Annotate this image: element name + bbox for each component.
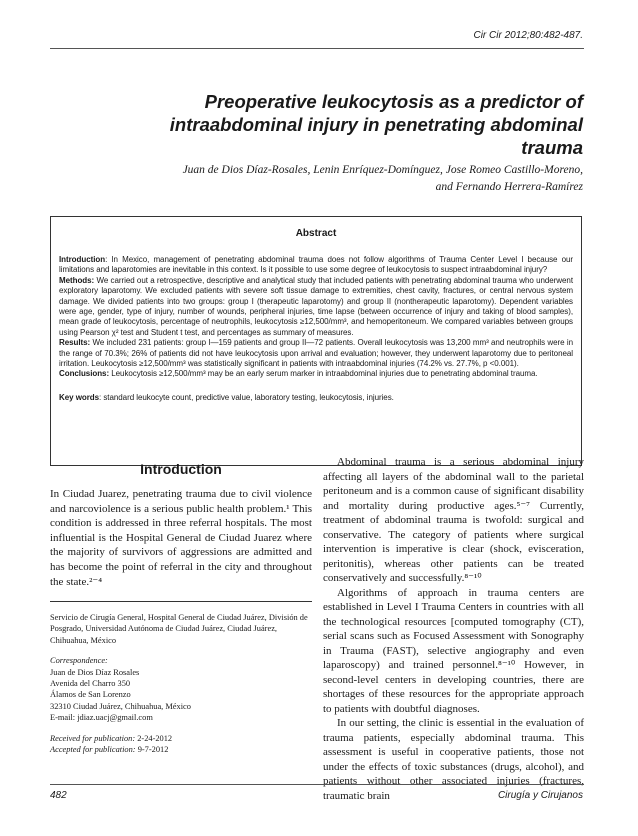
abstract-methods-label: Methods: bbox=[59, 275, 95, 285]
abstract-conclusions-label: Conclusions: bbox=[59, 369, 110, 379]
abstract-results-text: We included 231 patients: group I—159 patients and group II—72 patients. Overall leukocytosis was 13,200 mm³ and neutrophils were in the range of 70.3%; 26% of patients did not have leukocytosis upon arrival and evaluation; however, they underwent laparotomy due to peritoneal irritation. Leukocytosis ≥12,500/mm³ was statistically significant in patients with intraabdominal injuries (74.2% vs. 27.7%, p <0.001). bbox=[59, 338, 573, 369]
journal-name: Cirugía y Cirujanos bbox=[497, 790, 583, 801]
correspondence-label: Correspondence: bbox=[50, 656, 108, 666]
article-title: Preoperative leukocytosis as a predictor of intraabdominal injury in penetrating abdominal trauma bbox=[169, 91, 583, 158]
correspondence-email: E-mail: jdiaz.uacj@gmail.com bbox=[50, 713, 153, 723]
header-divider bbox=[50, 48, 584, 49]
accepted-date-line bbox=[50, 744, 312, 755]
author-line-2: and Fernando Herrera-Ramírez bbox=[435, 181, 583, 193]
abstract-box bbox=[50, 216, 582, 466]
introduction-heading: Introduction bbox=[140, 461, 222, 477]
abstract-results-label: Results: bbox=[59, 338, 91, 348]
left-column bbox=[50, 455, 312, 589]
right-column bbox=[323, 455, 584, 803]
abstract-conclusions-text: Leukocytosis ≥12,500/mm³ may be an early serum marker in intraabdominal injuries due to penetrating abdominal trauma. bbox=[109, 369, 538, 379]
correspondence-name: Juan de Dios Díaz Rosales bbox=[50, 667, 140, 677]
accepted-date: 9-7-2012 bbox=[135, 745, 169, 755]
correspondence-city: 32310 Ciudad Juárez, Chihuahua, México bbox=[50, 701, 191, 711]
abstract-conclusions bbox=[59, 369, 573, 379]
keywords-text: : standard leukocyte count, predictive value, laboratory testing, leukocytosis, injuries. bbox=[99, 392, 394, 402]
abstract-methods-text: We carried out a retrospective, descriptive and analytical study that included patients with penetrating abdominal trauma who underwent exploratory laparotomy. We excluded patients with severe soft tissue damage to extremities, chest cavity, fractures, or central nervous system damage. We divided patients into two groups: group I (therapeutic laparotomy) and group II (nontherapeutic laparotomy). Dependent variables were age, gender, type of injury, number of wounds, peripheral injuries, time lapse (between occurrence of injury and taking of blood samples), mean grade of leukocytosis, percentage of neutrophils, leukocytosis ≥12,500/mm³, and hemoperitoneum. We compared variables between groups using Pearson χ² test and Student t test, and percentages as summary of measures. bbox=[59, 275, 573, 337]
keywords-label: Key words bbox=[59, 392, 100, 402]
abstract-introduction-label: Introduction bbox=[59, 255, 106, 264]
correspondence-street: Avenida del Charro 350 bbox=[50, 679, 131, 689]
institution: Servicio de Cirugía General, Hospital General de Ciudad Juárez, División de Posgrado, Universidad Autónoma de Ciudad Juárez, Ciudad Juárez, Chihuahua, México bbox=[50, 613, 308, 645]
body-paragraph-1: Abdominal trauma is a serious abdominal injury affecting all layers of the abdominal wall to the parietal peritoneum and is a common cause of significant disability and mortality during productive ages.⁵⁻⁷ Currently, treatment of abdominal trauma is twofold: surgical and conservative. The category of patients where surgical intervention is imperative is clear (shock, evisceration, peritonitis), whereas other patients can be treated conservatively and successfully.⁸⁻¹⁰ bbox=[323, 456, 584, 584]
abstract-heading: Abstract bbox=[295, 228, 337, 239]
correspondence-district: Álamos de San Lorenzo bbox=[50, 690, 131, 700]
received-date-line bbox=[50, 733, 312, 744]
abstract-introduction-text: : In Mexico, management of penetrating abdominal trauma does not follow algorithms of Trauma Center Level I because our limitations and laparotomies are inevitable in this context. Is it possible to use some degree of leukocytosis to suspect intraabdominal injury? bbox=[59, 255, 573, 275]
received-date: 2-24-2012 bbox=[135, 733, 173, 743]
author-line-1: Juan de Dios Díaz-Rosales, Lenin Enríquez-Domínguez, Jose Romeo Castillo-Moreno, bbox=[182, 164, 583, 176]
body-paragraph-2: Algorithms of approach in trauma centers are established in Level I Trauma Centers in countries with all the technological resources [computed tomography (CT), serial scans such as Focused Assessment with Sonography in Trauma (FAST), selective angiography and even laparoscopy) and trained personnel.⁸⁻¹⁰ However, in second-level centers in developing countries, there are shortages of these resources for the appropriate approach to patients with doubtful diagnoses. bbox=[323, 586, 584, 715]
page-number: 482 bbox=[50, 790, 67, 801]
footer-divider bbox=[50, 784, 584, 785]
publication-dates bbox=[50, 733, 312, 756]
affiliation-footnote bbox=[50, 612, 312, 755]
abstract-body bbox=[59, 255, 573, 380]
introduction-paragraph: In Ciudad Juarez, penetrating trauma due to civil violence and narcoviolence is a serious public health problem.¹ This condition is addressed in three referral hospitals. The most influential is the Hospital General de Ciudad Juarez where the majority of survivors of aggressions are admitted and has become the point of referral in the city and throughout the state.²⁻⁴ bbox=[50, 488, 312, 588]
received-label: Received for publication: bbox=[50, 733, 136, 743]
abstract-keywords bbox=[59, 393, 573, 403]
body-paragraph-3: In our setting, the clinic is essential in the evaluation of trauma patients, especially abdominal trauma. This assessment is useful in cooperative patients, those not under the effects of toxic substances (drugs, alcohol), and patients without other associated injuries (fractures, traumatic brain bbox=[323, 717, 584, 802]
affiliation-divider bbox=[50, 601, 312, 602]
abstract-results bbox=[59, 338, 573, 369]
correspondence bbox=[50, 655, 312, 723]
author-list bbox=[103, 162, 583, 196]
accepted-label: Accepted for publication: bbox=[50, 745, 136, 755]
journal-citation: Cir Cir 2012;80:482-487. bbox=[473, 30, 583, 41]
abstract-methods bbox=[59, 276, 573, 338]
abstract-introduction bbox=[59, 255, 573, 276]
